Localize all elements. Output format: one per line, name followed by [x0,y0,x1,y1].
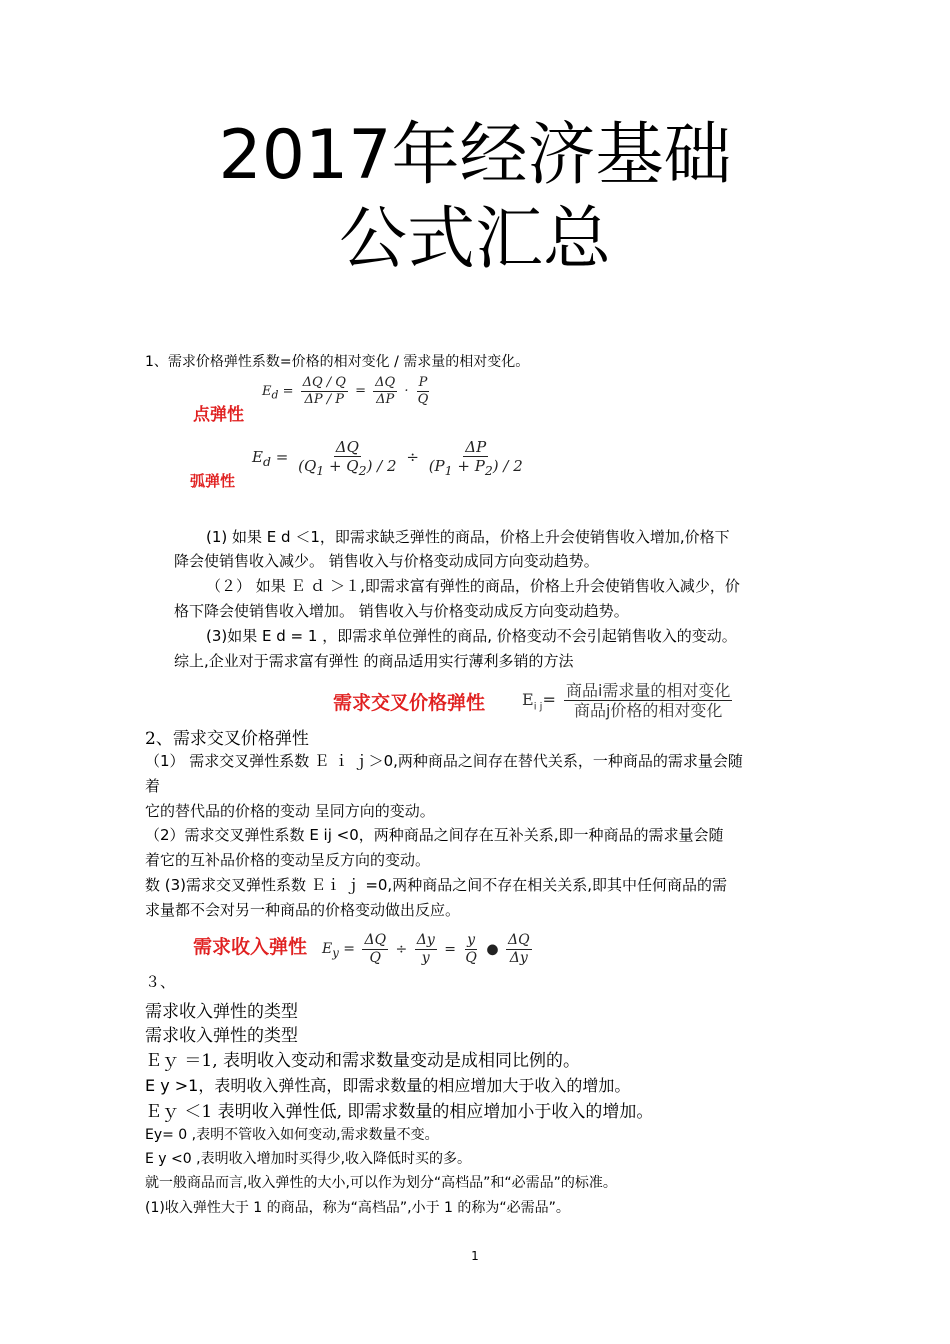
section2-line3: 它的替代品的价格的变动 呈同方向的变动。 [145,802,435,820]
section2-line1: （1） 需求交叉弹性系数 Ｅ ｉ ｊ＞0,两种商品之间存在替代关系，一种商品的需求量会随 [145,752,743,770]
section3-line3: Ｅｙ ＜1 表明收入弹性低, 即需求数量的相应增加小于收入的增加。 [145,1102,654,1122]
point-elasticity-formula: $E_d$ = $\frac{\Delta Q / Q}{\Delta P / P}$ = $\frac{\Delta Q}{\Delta P}$ · $\frac{P}{Q}$ [262,375,429,407]
section3-line6: 就一般商品而言,收入弹性的大小,可以作为划分“高档品”和“必需品”的标准。 [145,1175,617,1191]
section2-line4: （2）需求交叉弹性系数 E ij <0，两种商品之间存在互补关系,即一种商品的需求量会随 [145,826,724,844]
cross-formula-numerator: 商品i需求量的相对变化 [565,681,731,700]
income-elasticity-label: 需求收入弹性 [193,936,308,958]
paragraph-2b: 格下降会使销售收入增加。 销售收入与价格变动成反方向变动趋势。 [174,602,629,620]
paragraph-1a: (1) 如果 E d ＜1，即需求缺乏弹性的商品，价格上升会使销售收入增加,价格下 [206,528,730,546]
cross-elasticity-label: 需求交叉价格弹性 [333,692,486,714]
section3-line7: (1)收入弹性大于 1 的商品，称为“高档品”,小于 1 的称为“必需品”。 [145,1200,570,1216]
section2-line5: 着它的互补品价格的变动呈反方向的变动。 [145,851,431,869]
cross-formula-sub: i j [533,701,543,713]
section2-heading: 2、需求交叉价格弹性 [145,729,309,749]
section3-number: ３、 [145,973,176,991]
section3-line1: Ｅｙ ＝1, 表明收入变动和需求数量变动是成相同比例的。 [145,1051,581,1071]
section1-heading: 1、需求价格弹性系数=价格的相对变化 / 需求量的相对变化。 [145,354,530,370]
document-title-line2: 公式汇总 [338,200,611,279]
page-number: 1 [471,1249,479,1263]
section3-line5: E y <0 ,表明收入增加时买得少,收入降低时买的多。 [145,1151,472,1167]
paragraph-1b: 降会使销售收入减少。 销售收入与价格变动成同方向变动趋势。 [174,552,599,570]
section3-heading-1: 需求收入弹性的类型 [145,1002,298,1022]
cross-formula-lhs: E [522,690,534,710]
arc-elasticity-label: 弧弹性 [190,472,236,490]
document-title-line1: 2017年经济基础 [218,116,732,195]
point-elasticity-label: 点弹性 [193,405,244,425]
paragraph-2a: （２） 如果 Ｅ ｄ ＞１,即需求富有弹性的商品，价格上升会使销售收入减少，价 [206,577,740,595]
cross-elasticity-formula: $E_{i j}=$ $\frac{\text{商品i需求量的相对变化}}{\text{商品j价格的相对变化}}$ [522,681,731,721]
section3-heading-2: 需求收入弹性的类型 [145,1026,298,1046]
section2-line6: 数 (3)需求交叉弹性系数 Ｅｉ ｊ =0,两种商品之间不存在相关关系,即其中任何商品的需 [145,876,727,894]
paragraph-3: (3)如果 E d = 1 ，即需求单位弹性的商品, 价格变动不会引起销售收入的变动。 [206,627,737,645]
section3-line2: E y >1，表明收入弹性高，即需求数量的相应增加大于收入的增加。 [145,1076,631,1095]
section2-line2: 着 [145,777,161,795]
cross-formula-denominator: 商品j价格的相对变化 [573,701,723,721]
arc-elasticity-formula: $E_d$ = $\frac{\Delta Q}{(Q_1 + Q_2) / 2}$ ÷ $\frac{\Delta P}{(P_1 + P_2) / 2}$ [252,438,523,478]
section2-line7: 求量都不会对另一种商品的价格变动做出反应。 [145,901,461,919]
paragraph-4: 综上,企业对于需求富有弹性 的商品适用实行薄利多销的方法 [174,652,574,670]
income-elasticity-formula: $E_y$ = $\frac{\Delta Q}{Q}$ ÷ $\frac{\Delta y}{y}$ = $\frac{y}{Q}$ ● $\frac{\Delta Q}{\Delta y}$ [322,932,530,966]
section3-line4: Ey= 0 ,表明不管收入如何变动,需求数量不变。 [145,1127,439,1143]
